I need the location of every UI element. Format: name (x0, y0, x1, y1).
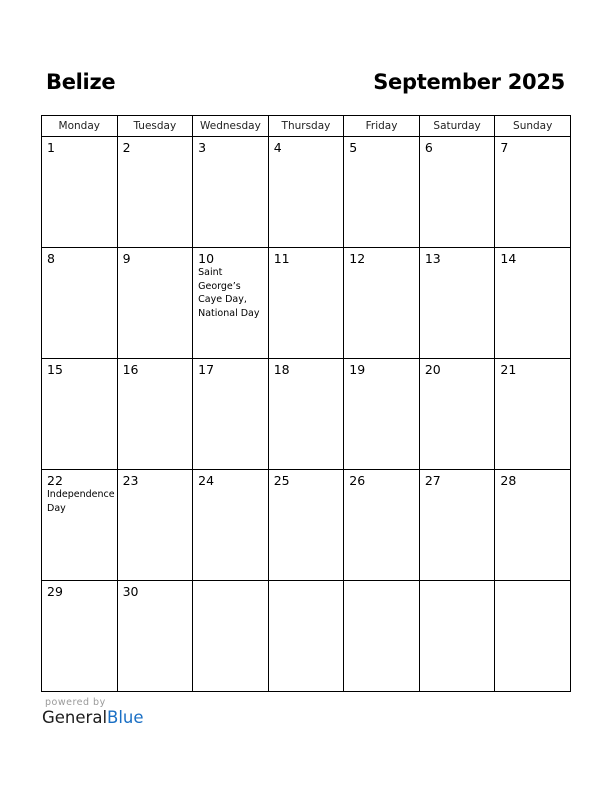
day-cell (268, 581, 344, 692)
day-cell (117, 581, 193, 692)
day-cell (344, 248, 420, 359)
day-cell (193, 581, 269, 692)
day-number: 25 (273, 473, 290, 488)
day-number: 26 (349, 473, 366, 488)
generalblue-logo[interactable] (42, 708, 144, 727)
day-cell (117, 470, 193, 581)
day-number: 18 (273, 362, 290, 377)
day-cell (344, 581, 420, 692)
day-cell (268, 470, 344, 581)
weekday-monday: Monday (42, 116, 118, 137)
day-cell (344, 470, 420, 581)
day-cell (344, 359, 420, 470)
day-cell (419, 581, 495, 692)
powered-by-text: powered by (45, 697, 106, 708)
day-cell (193, 359, 269, 470)
week-row (42, 581, 571, 692)
day-number: 10 (198, 251, 215, 266)
day-number: 1 (47, 140, 55, 155)
day-number: 4 (273, 140, 282, 155)
day-cell (268, 359, 344, 470)
day-cell (419, 248, 495, 359)
day-number: 30 (122, 584, 139, 599)
day-number: 27 (424, 473, 441, 488)
day-number: 19 (349, 362, 366, 377)
day-number: 23 (122, 473, 139, 488)
day-number: 21 (500, 362, 517, 377)
day-cell (419, 470, 495, 581)
day-cell (117, 137, 193, 248)
week-row (42, 137, 571, 248)
day-cell (42, 248, 118, 359)
day-cell (193, 470, 269, 581)
holiday-label: Independence Day (47, 489, 115, 514)
day-cell (495, 248, 571, 359)
day-number: 3 (198, 140, 207, 155)
day-cell (419, 359, 495, 470)
day-cell (42, 137, 118, 248)
day-number: 20 (424, 362, 441, 377)
day-number: 17 (198, 362, 215, 377)
day-cell (42, 581, 118, 692)
day-number: 15 (47, 362, 63, 377)
weekday-tuesday: Tuesday (117, 116, 193, 137)
day-number: 5 (349, 140, 358, 155)
day-cell (419, 137, 495, 248)
day-number: 6 (424, 140, 433, 155)
calendar-grid (41, 115, 571, 692)
day-cell (268, 248, 344, 359)
day-cell (495, 359, 571, 470)
day-number: 8 (47, 251, 55, 266)
day-cell (268, 137, 344, 248)
day-cell (193, 137, 269, 248)
day-cell (193, 248, 269, 359)
day-number: 2 (122, 140, 131, 155)
day-number: 11 (273, 251, 290, 266)
day-number: 16 (122, 362, 139, 377)
holiday-label: Saint George’s Caye Day, National Day (198, 267, 260, 319)
day-cell (495, 137, 571, 248)
weekday-header-row (42, 116, 571, 137)
weekday-saturday: Saturday (419, 116, 495, 137)
country-title: Belize (46, 70, 116, 94)
day-number: 12 (349, 251, 366, 266)
day-cell (42, 470, 118, 581)
month-year-title: September 2025 (373, 70, 565, 94)
week-row (42, 359, 571, 470)
day-cell (42, 359, 118, 470)
day-number: 22 (47, 473, 63, 488)
logo-text-blue: Blue (107, 708, 144, 727)
day-number: 28 (500, 473, 517, 488)
week-row (42, 470, 571, 581)
day-number: 7 (500, 140, 509, 155)
day-cell (495, 581, 571, 692)
weekday-wednesday: Wednesday (193, 116, 269, 137)
day-cell (495, 470, 571, 581)
day-number: 29 (47, 584, 63, 599)
weekday-friday: Friday (344, 116, 420, 137)
day-number: 24 (198, 473, 215, 488)
day-number: 14 (500, 251, 517, 266)
logo-text-general: General (42, 708, 108, 727)
day-cell (117, 248, 193, 359)
weekday-thursday: Thursday (268, 116, 344, 137)
day-number: 9 (122, 251, 131, 266)
day-cell (344, 137, 420, 248)
week-row (42, 248, 571, 359)
day-number: 13 (424, 251, 441, 266)
day-cell (117, 359, 193, 470)
weekday-sunday: Sunday (495, 116, 571, 137)
